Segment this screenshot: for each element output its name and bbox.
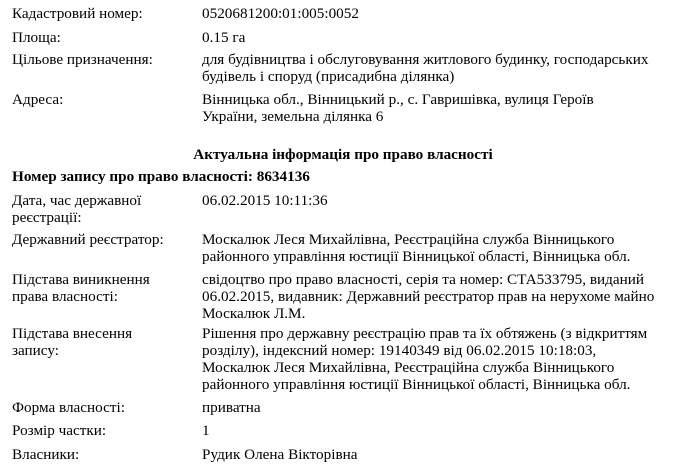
ownership-form-label: Форма власності: — [12, 399, 125, 416]
area-label: Площа: — [12, 29, 61, 46]
share-size-label: Розмір частки: — [12, 422, 107, 439]
registration-datetime-value: 06.02.2015 10:11:36 — [202, 192, 328, 209]
ownership-section-title: Актуальна інформація про право власності — [193, 146, 493, 163]
purpose-label: Цільове призначення: — [12, 51, 153, 68]
area-value: 0.15 га — [202, 29, 246, 46]
ownership-record-title: Номер запису про право власності: 8634136 — [12, 168, 310, 185]
address-value: Вінницька обл., Вінницький р., с. Гавришівка, вулиця Героїв України, земельна ділянка 6 — [202, 91, 594, 125]
ownership-basis-value: свідоцтво про право власності, серія та номер: СТА533795, виданий 06.02.2015, видавник: Державний реєстратор прав на нерухоме майно Москалюк Л.М. — [202, 271, 655, 322]
entry-basis-label: Підстава внесення запису: — [12, 325, 133, 359]
entry-basis-value: Рішення про державну реєстрацію прав та їх обтяжень (з відкриттям розділу), індексний номер: 19140349 від 06.02.2015 10:18:03, Москалюк Леся Михайлівна, Реєстраційна служба Вінницького районного управління юстиції Вінницької області, Вінницька обл. — [202, 325, 648, 393]
cadastral-number-value: 0520681200:01:005:0052 — [202, 5, 359, 22]
address-label: Адреса: — [12, 91, 64, 108]
ownership-basis-label: Підстава виникнення права власності: — [12, 271, 150, 305]
purpose-value: для будівництва і обслуговування житлового будинку, господарських будівель і споруд (присадибна ділянка) — [202, 51, 649, 85]
share-size-value: 1 — [202, 422, 210, 439]
owners-label: Власники: — [12, 446, 80, 463]
owners-value: Рудик Олена Вікторівна — [202, 446, 358, 463]
registrar-label: Державний реєстратор: — [12, 231, 164, 248]
cadastral-number-label: Кадастровий номер: — [12, 5, 143, 22]
registrar-value: Москалюк Леся Михайлівна, Реєстраційна служба Вінницького районного управління юстиції Вінницької області, Вінницька обл. — [202, 231, 631, 265]
ownership-form-value: приватна — [202, 399, 261, 416]
registration-datetime-label: Дата, час державної реєстрації: — [12, 192, 142, 226]
